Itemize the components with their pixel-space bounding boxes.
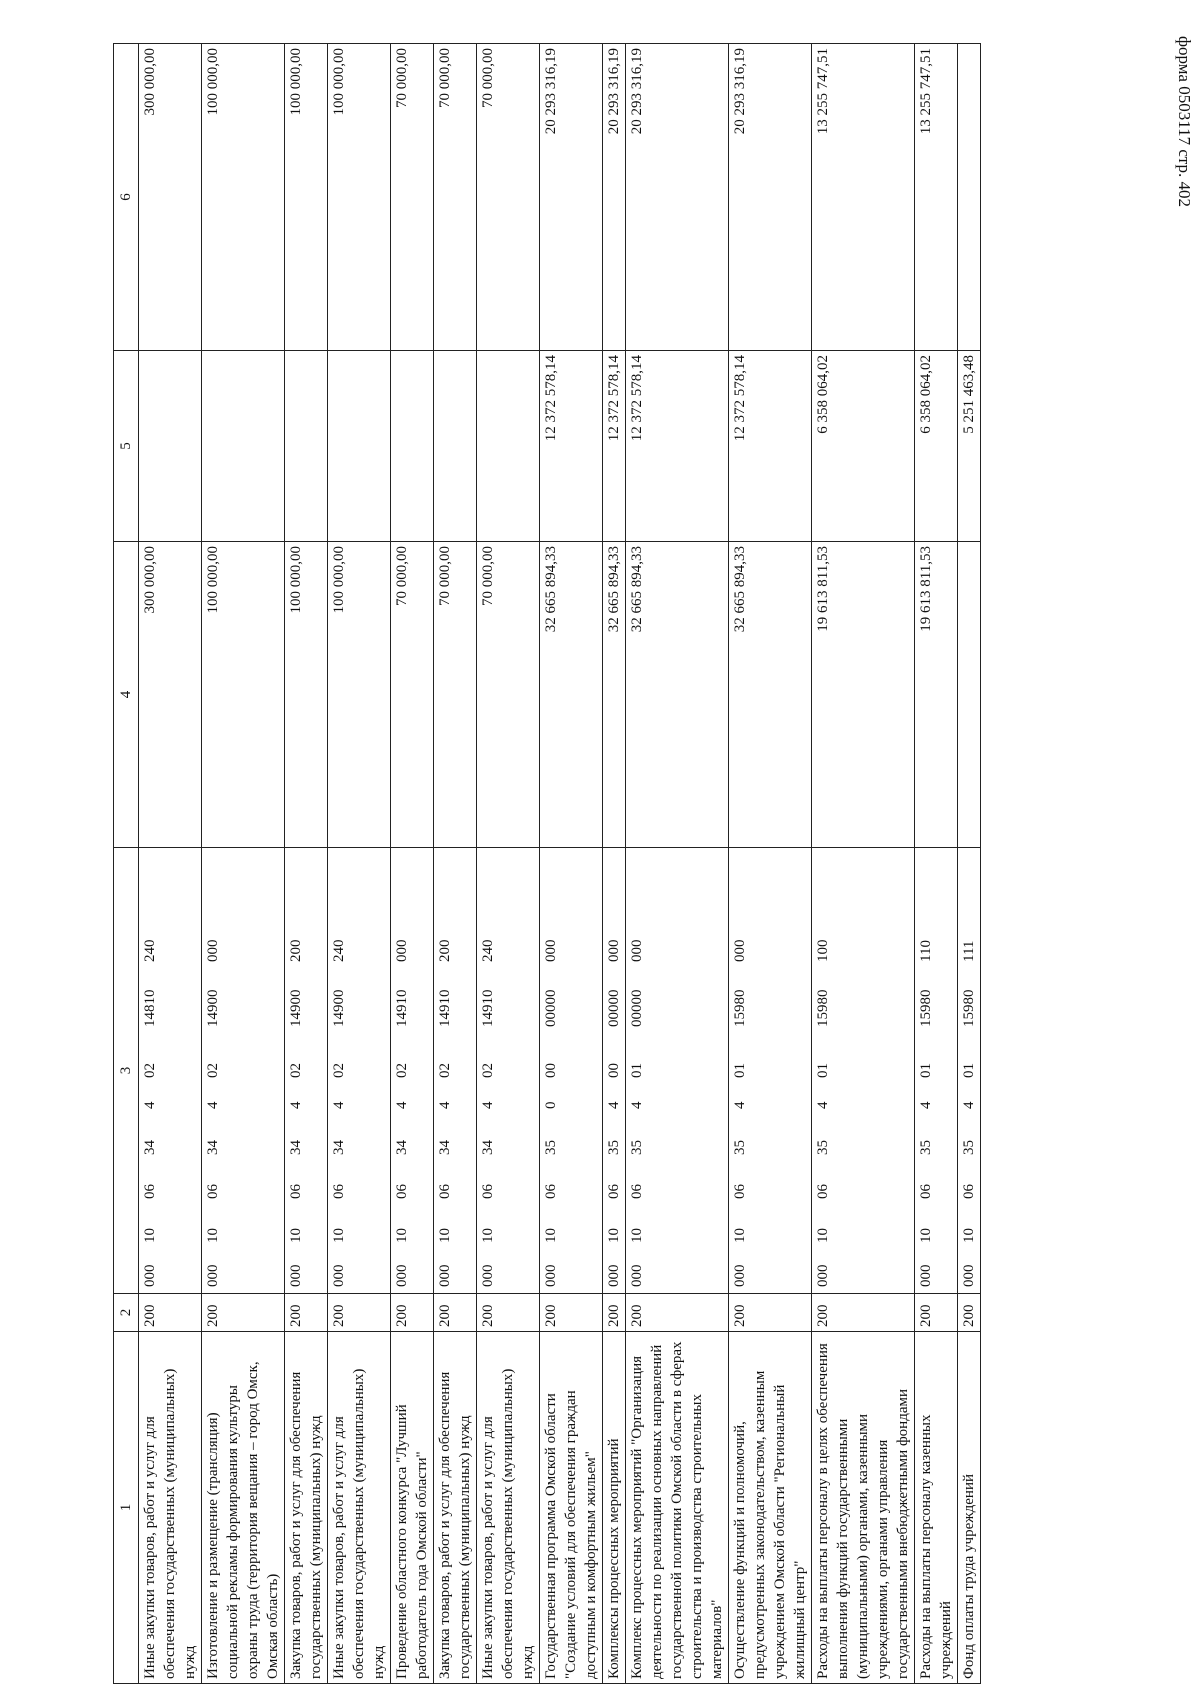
code-part: 14810 [142,989,158,1027]
row-unexecuted: 20 293 316,19 [540,44,603,351]
code-part: 06 [331,1184,347,1199]
row-name: Комплексы процессных мероприятий [603,1332,626,1684]
row-budget-code [477,848,540,1294]
code-part: 000 [480,1264,496,1287]
expenditure-table [113,43,981,1684]
row-budget-code [626,848,729,1294]
table-row [540,44,603,1684]
row-line-code: 200 [328,1294,391,1332]
code-part: 4 [394,1101,410,1109]
code-part: 06 [606,1184,622,1199]
table-row [958,44,981,1684]
code-part: 14910 [480,989,496,1027]
row-approved: 300 000,00 [139,542,202,848]
code-part: 000 [331,1264,347,1287]
table-row [139,44,202,1684]
code-part: 06 [288,1184,304,1199]
row-approved: 100 000,00 [202,542,285,848]
row-line-code: 200 [139,1294,202,1332]
code-part: 35 [961,1140,977,1155]
row-line-code: 200 [391,1294,434,1332]
row-executed [285,351,328,542]
row-executed [202,351,285,542]
row-executed: 5 251 463,48 [958,351,981,542]
code-part: 06 [142,1184,158,1199]
code-part: 02 [205,1063,221,1078]
row-executed: 12 372 578,14 [626,351,729,542]
row-budget-code [391,848,434,1294]
row-budget-code [915,848,958,1294]
code-part: 100 [815,939,831,962]
column-number: 6 [114,44,139,351]
row-name: Фонд оплаты труда учреждений [958,1332,981,1684]
code-part: 00000 [543,989,559,1027]
row-budget-code [285,848,328,1294]
row-executed: 6 358 064,02 [812,351,915,542]
row-line-code: 200 [477,1294,540,1332]
code-part: 34 [288,1140,304,1155]
code-part: 35 [918,1140,934,1155]
code-part: 000 [732,1264,748,1287]
code-part: 4 [437,1101,453,1109]
row-approved: 32 665 894,33 [540,542,603,848]
code-part: 14900 [288,989,304,1027]
code-part: 10 [437,1228,453,1243]
table-row [915,44,958,1684]
code-part: 10 [606,1228,622,1243]
column-number-row [114,44,139,1684]
code-part: 06 [394,1184,410,1199]
row-executed: 12 372 578,14 [603,351,626,542]
table-row [626,44,729,1684]
code-part: 000 [815,1264,831,1287]
column-number: 4 [114,542,139,848]
code-part: 35 [629,1140,645,1155]
code-part: 15980 [918,989,934,1027]
code-part: 200 [437,939,453,962]
form-reference: форма 0503117 стр. 402 [1175,36,1194,207]
code-part: 110 [918,940,934,962]
code-part: 4 [480,1101,496,1109]
row-line-code: 200 [915,1294,958,1332]
code-part: 4 [142,1101,158,1109]
code-part: 01 [961,1063,977,1078]
code-part: 02 [437,1063,453,1078]
code-part: 06 [815,1184,831,1199]
code-part: 14910 [437,989,453,1027]
code-part: 06 [732,1184,748,1199]
row-name: Государственная программа Омской области "Создание условий для обеспечения граждан доступным и комфортным жильем" [540,1332,603,1684]
code-part: 240 [331,939,347,962]
column-number: 1 [114,1332,139,1684]
code-part: 000 [606,939,622,962]
code-part: 4 [961,1101,977,1109]
table-row [202,44,285,1684]
row-line-code: 200 [603,1294,626,1332]
row-name: Расходы на выплаты персоналу казенных учреждений [915,1332,958,1684]
code-part: 4 [732,1101,748,1109]
code-part: 02 [142,1063,158,1078]
code-part: 240 [480,939,496,962]
row-name: Иные закупки товаров, работ и услуг для обеспечения государственных (муниципальных) нужд [328,1332,391,1684]
code-part: 02 [331,1063,347,1078]
code-part: 02 [480,1063,496,1078]
row-executed [328,351,391,542]
row-approved: 70 000,00 [477,542,540,848]
row-budget-code [540,848,603,1294]
row-unexecuted: 13 255 747,51 [915,44,958,351]
code-part: 10 [331,1228,347,1243]
row-budget-code [603,848,626,1294]
row-unexecuted: 70 000,00 [477,44,540,351]
code-part: 00 [606,1063,622,1078]
code-part: 01 [815,1063,831,1078]
column-number: 3 [114,848,139,1294]
row-approved: 19 613 811,53 [812,542,915,848]
row-executed: 12 372 578,14 [729,351,812,542]
code-part: 34 [394,1140,410,1155]
row-budget-code [434,848,477,1294]
code-part: 14900 [331,989,347,1027]
table-row [328,44,391,1684]
code-part: 10 [961,1228,977,1243]
code-part: 10 [205,1228,221,1243]
row-approved: 19 613 811,53 [915,542,958,848]
code-part: 10 [394,1228,410,1243]
table-row [285,44,328,1684]
code-part: 10 [815,1228,831,1243]
code-part: 15980 [732,989,748,1027]
code-part: 06 [480,1184,496,1199]
row-unexecuted: 70 000,00 [391,44,434,351]
code-part: 34 [142,1140,158,1155]
row-name: Расходы на выплаты персоналу в целях обеспечения выполнения функций государственными (муниципальными) органами, казенными учреждениями, органами управления государственными внебюджетными фондами [812,1332,915,1684]
code-part: 10 [732,1228,748,1243]
table-row [434,44,477,1684]
code-part: 02 [394,1063,410,1078]
row-line-code: 200 [202,1294,285,1332]
row-name: Закупка товаров, работ и услуг для обеспечения государственных (муниципальных) нужд [285,1332,328,1684]
row-executed [477,351,540,542]
row-budget-code [729,848,812,1294]
code-part: 4 [331,1101,347,1109]
code-part: 4 [288,1101,304,1109]
row-approved: 70 000,00 [391,542,434,848]
code-part: 06 [437,1184,453,1199]
row-approved [958,542,981,848]
table-row [477,44,540,1684]
code-part: 000 [629,939,645,962]
row-name: Проведение областного конкурса "Лучший работодатель года Омской области" [391,1332,434,1684]
code-part: 000 [288,1264,304,1287]
row-unexecuted: 300 000,00 [139,44,202,351]
code-part: 34 [480,1140,496,1155]
row-line-code: 200 [285,1294,328,1332]
code-part: 000 [437,1264,453,1287]
code-part: 4 [815,1101,831,1109]
row-line-code: 200 [540,1294,603,1332]
code-part: 34 [205,1140,221,1155]
code-part: 15980 [961,989,977,1027]
code-part: 06 [205,1184,221,1199]
code-part: 35 [543,1140,559,1155]
row-approved: 32 665 894,33 [626,542,729,848]
row-unexecuted: 70 000,00 [434,44,477,351]
code-part: 4 [606,1101,622,1109]
row-name: Комплекс процессных мероприятий "Организация деятельности по реализации основных направлений государственной политики Омской области в сферах строительства и производства строительных материалов" [626,1332,729,1684]
row-executed [391,351,434,542]
row-budget-code [202,848,285,1294]
code-part: 000 [394,1264,410,1287]
code-part: 15980 [815,989,831,1027]
row-name: Иные закупки товаров, работ и услуг для обеспечения государственных (муниципальных) нужд [477,1332,540,1684]
row-executed: 6 358 064,02 [915,351,958,542]
code-part: 06 [629,1184,645,1199]
table-row [812,44,915,1684]
code-part: 000 [205,1264,221,1287]
code-part: 10 [629,1228,645,1243]
code-part: 10 [918,1228,934,1243]
code-part: 0 [543,1101,559,1109]
row-unexecuted: 20 293 316,19 [603,44,626,351]
table-row [729,44,812,1684]
row-executed [434,351,477,542]
row-approved: 100 000,00 [328,542,391,848]
row-line-code: 200 [626,1294,729,1332]
row-approved: 100 000,00 [285,542,328,848]
code-part: 00000 [606,989,622,1027]
code-part: 000 [732,939,748,962]
row-unexecuted: 13 255 747,51 [812,44,915,351]
code-part: 000 [961,1264,977,1287]
row-unexecuted: 100 000,00 [202,44,285,351]
code-part: 06 [543,1184,559,1199]
row-approved: 32 665 894,33 [603,542,626,848]
code-part: 10 [480,1228,496,1243]
row-approved: 70 000,00 [434,542,477,848]
code-part: 240 [142,939,158,962]
code-part: 000 [629,1264,645,1287]
table-row [603,44,626,1684]
row-name: Иные закупки товаров, работ и услуг для обеспечения государственных (муниципальных) нужд [139,1332,202,1684]
row-line-code: 200 [729,1294,812,1332]
code-part: 35 [732,1140,748,1155]
code-part: 4 [918,1101,934,1109]
code-part: 01 [629,1063,645,1078]
row-line-code: 200 [958,1294,981,1332]
code-part: 35 [815,1140,831,1155]
code-part: 02 [288,1063,304,1078]
code-part: 10 [142,1228,158,1243]
code-part: 10 [288,1228,304,1243]
code-part: 01 [918,1063,934,1078]
code-part: 35 [606,1140,622,1155]
code-part: 111 [961,940,977,962]
code-part: 34 [331,1140,347,1155]
table-row [391,44,434,1684]
row-name: Изготовление и размещение (трансляция) социальной рекламы формирования культуры охраны труда (территория вещания – город Омск, Омская область) [202,1332,285,1684]
code-part: 000 [543,939,559,962]
row-budget-code [328,848,391,1294]
report-table-rotated [113,44,981,1684]
code-part: 00 [543,1063,559,1078]
row-unexecuted: 100 000,00 [328,44,391,351]
row-unexecuted: 100 000,00 [285,44,328,351]
column-number: 5 [114,351,139,542]
code-part: 34 [437,1140,453,1155]
row-budget-code [812,848,915,1294]
code-part: 01 [732,1063,748,1078]
row-name: Закупка товаров, работ и услуг для обеспечения государственных (муниципальных) нужд [434,1332,477,1684]
row-name: Осуществление функций и полномочий, предусмотренных законодательством, казенным учреждением Омской области "Региональный жилищный центр" [729,1332,812,1684]
code-part: 000 [543,1264,559,1287]
row-executed [139,351,202,542]
code-part: 14910 [394,989,410,1027]
code-part: 000 [142,1264,158,1287]
code-part: 06 [918,1184,934,1199]
column-number: 2 [114,1294,139,1332]
code-part: 000 [205,939,221,962]
row-unexecuted [958,44,981,351]
row-unexecuted: 20 293 316,19 [729,44,812,351]
code-part: 200 [288,939,304,962]
code-part: 4 [205,1101,221,1109]
row-line-code: 200 [434,1294,477,1332]
row-budget-code [139,848,202,1294]
code-part: 000 [606,1264,622,1287]
code-part: 000 [918,1264,934,1287]
row-budget-code [958,848,981,1294]
code-part: 10 [543,1228,559,1243]
code-part: 000 [394,939,410,962]
row-line-code: 200 [812,1294,915,1332]
row-unexecuted: 20 293 316,19 [626,44,729,351]
row-approved: 32 665 894,33 [729,542,812,848]
code-part: 14900 [205,989,221,1027]
code-part: 4 [629,1101,645,1109]
code-part: 00000 [629,989,645,1027]
row-executed: 12 372 578,14 [540,351,603,542]
code-part: 06 [961,1184,977,1199]
